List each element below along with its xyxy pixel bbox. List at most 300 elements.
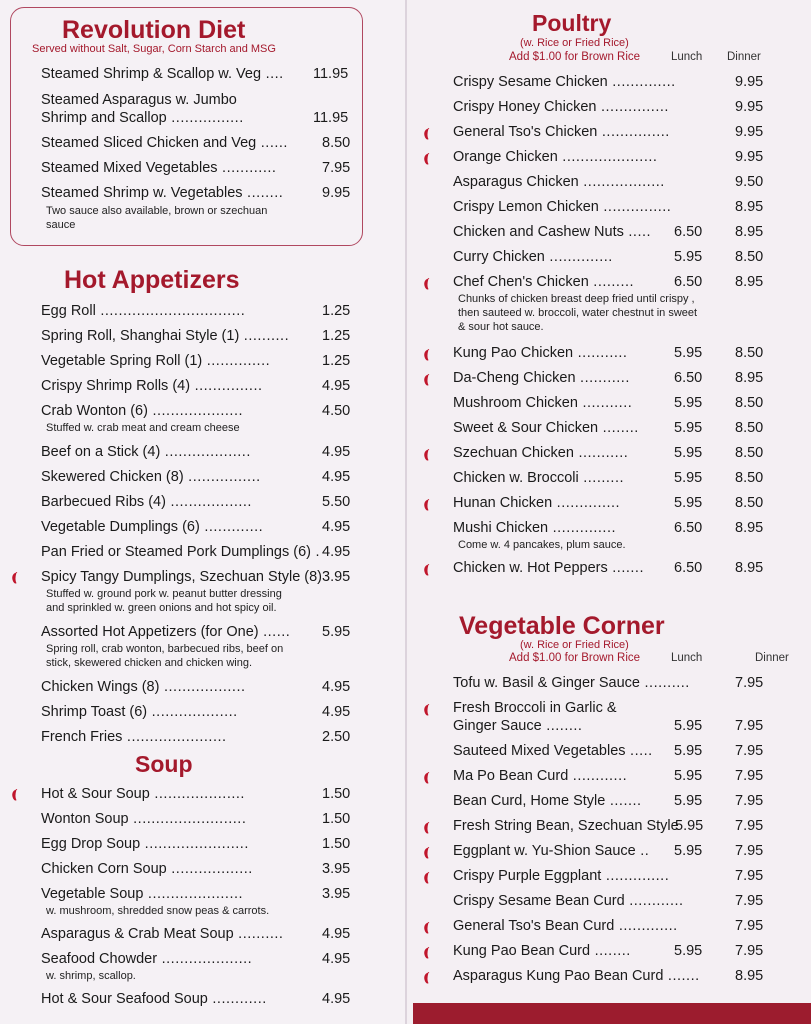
lunch-price: 5.95 xyxy=(674,445,703,461)
poultry-rice-note: (w. Rice or Fried Rice) xyxy=(520,37,629,49)
lunch-price: 5.95 xyxy=(674,793,703,809)
item-name: Kung Pao Chicken xyxy=(453,345,574,361)
pepper-icon xyxy=(423,847,430,859)
dinner-price: 7.95 xyxy=(735,718,764,734)
pepper-icon xyxy=(423,772,430,784)
item-name: Hot & Sour Soup xyxy=(41,786,150,802)
menu-item xyxy=(41,328,289,345)
pepper-icon xyxy=(423,704,430,716)
item-name: Crispy Sesame Chicken xyxy=(453,74,608,90)
soup-title: Soup xyxy=(135,751,193,777)
menu-item xyxy=(41,160,276,177)
menu-item xyxy=(453,274,634,291)
dinner-price: 8.95 xyxy=(735,199,764,215)
bottom-bar xyxy=(413,1003,811,1024)
item-name: Chicken w. Broccoli xyxy=(453,470,579,486)
leader-dots: ..... xyxy=(623,224,652,240)
item-price: 4.95 xyxy=(322,544,351,560)
leader-dots: ............. xyxy=(614,918,678,934)
menu-item xyxy=(453,943,631,960)
leader-dots: .................. xyxy=(165,494,252,510)
dinner-price: 7.95 xyxy=(735,818,764,834)
pepper-icon xyxy=(423,922,430,934)
leader-dots: ................................ xyxy=(95,303,246,319)
leader-dots: ........ xyxy=(242,185,284,201)
leader-dots: ........... xyxy=(573,445,629,461)
leader-dots: .............. xyxy=(552,495,621,511)
leader-dots: ............ xyxy=(217,160,277,176)
hot-appetizers-title: Hot Appetizers xyxy=(64,266,240,294)
menu-item xyxy=(41,135,288,152)
item-price: 2.50 xyxy=(322,729,351,745)
item-name: Ginger Sauce xyxy=(453,718,542,734)
item-price: 4.95 xyxy=(322,469,351,485)
menu-item xyxy=(453,675,690,692)
menu-item xyxy=(453,968,700,985)
item-name: Egg Roll xyxy=(41,303,96,319)
menu-item xyxy=(453,74,676,91)
leader-dots: ............ xyxy=(624,893,684,909)
item-price: 4.95 xyxy=(322,444,351,460)
menu-item xyxy=(453,470,624,487)
menu-item xyxy=(41,786,245,803)
item-description: then sauteed w. broccoli, water chestnut in sweet xyxy=(458,307,698,319)
leader-dots: ........ xyxy=(598,420,639,436)
dinner-price: 8.50 xyxy=(735,495,764,511)
item-description: Chunks of chicken breast deep fried until crispy , xyxy=(458,293,695,305)
menu-item xyxy=(453,249,613,266)
pepper-icon xyxy=(423,449,430,461)
menu-item xyxy=(41,926,283,943)
pepper-icon xyxy=(423,972,430,984)
leader-dots: .. xyxy=(635,843,650,859)
dinner-price: 8.50 xyxy=(735,420,764,436)
dinner-price: 8.50 xyxy=(735,470,764,486)
menu-item xyxy=(453,445,628,462)
item-price: 11.95 xyxy=(313,66,349,82)
item-name: Mushroom Chicken xyxy=(453,395,578,411)
leader-dots: ......... xyxy=(588,274,635,290)
pepper-icon xyxy=(423,349,430,361)
item-name: Chicken and Cashew Nuts xyxy=(453,224,624,240)
leader-dots: ................... xyxy=(147,704,238,720)
leader-dots: ..................... xyxy=(557,149,658,165)
dinner-price: 7.95 xyxy=(735,893,764,909)
item-description: Stuffed w. crab meat and cream cheese xyxy=(46,422,240,434)
menu-item xyxy=(41,729,227,746)
menu-item xyxy=(41,66,284,83)
item-name: Crispy Honey Chicken xyxy=(453,99,597,115)
dinner-price: 7.95 xyxy=(735,675,764,691)
item-description: & sour hot sauce. xyxy=(458,321,544,333)
dinner-price: 8.95 xyxy=(735,274,764,290)
leader-dots: .......... xyxy=(640,675,690,691)
item-name: Vegetable Dumplings (6) xyxy=(41,519,200,535)
menu-item xyxy=(453,793,642,810)
menu-item xyxy=(453,700,617,717)
lunch-price: 5.95 xyxy=(674,345,703,361)
item-price: 4.95 xyxy=(322,679,351,695)
leader-dots: ....... xyxy=(607,560,644,576)
menu-item xyxy=(453,124,670,141)
dinner-price: 7.95 xyxy=(735,943,764,959)
menu-item xyxy=(453,520,616,537)
leader-dots: .............. xyxy=(601,868,670,884)
leader-dots: ...................... xyxy=(122,729,227,745)
lunch-price: 5.95 xyxy=(675,818,704,834)
leader-dots: .................. xyxy=(578,174,665,190)
item-price: 1.25 xyxy=(322,353,351,369)
menu-item xyxy=(41,378,263,395)
leader-dots: ....... xyxy=(663,968,700,984)
item-price: 1.50 xyxy=(322,836,351,852)
item-name: Mushi Chicken xyxy=(453,520,549,536)
menu-item xyxy=(41,704,238,721)
menu-item xyxy=(453,843,649,860)
leader-dots: ...... xyxy=(258,624,291,640)
item-name: Chef Chen's Chicken xyxy=(453,274,589,290)
item-price: 4.50 xyxy=(322,403,351,419)
item-name: Eggplant w. Yu-Shion Sauce xyxy=(453,843,636,859)
leader-dots: ........... xyxy=(575,370,630,386)
item-price: 1.50 xyxy=(322,811,351,827)
lunch-price: 5.95 xyxy=(674,420,703,436)
item-name: Spicy Tangy Dumplings, Szechuan Style (8) xyxy=(41,569,323,585)
menu-item xyxy=(41,861,253,878)
menu-item xyxy=(41,991,267,1008)
menu-item xyxy=(453,893,684,910)
item-name: Da-Cheng Chicken xyxy=(453,370,576,386)
item-name: Curry Chicken xyxy=(453,249,545,265)
menu-item xyxy=(41,494,252,511)
leader-dots: .......... xyxy=(239,328,290,344)
item-name: Steamed Shrimp & Scallop w. Veg xyxy=(41,66,262,82)
item-name: Steamed Asparagus w. Jumbo xyxy=(41,92,237,108)
menu-item xyxy=(453,743,653,760)
leader-dots: .................... xyxy=(147,403,244,419)
item-price: 4.95 xyxy=(322,951,351,967)
leader-dots: ......................... xyxy=(128,811,247,827)
item-name: Sweet & Sour Chicken xyxy=(453,420,599,436)
item-name: Sauteed Mixed Vegetables xyxy=(453,743,626,759)
item-name: Asparagus & Crab Meat Soup xyxy=(41,926,234,942)
lunch-price: 6.50 xyxy=(674,520,703,536)
item-price: 1.25 xyxy=(322,303,351,319)
dinner-price: 7.95 xyxy=(735,843,764,859)
leader-dots: .......... xyxy=(233,926,284,942)
item-price: 4.95 xyxy=(322,991,351,1007)
menu-item xyxy=(453,99,669,116)
item-name: Asparagus Chicken xyxy=(453,174,579,190)
dinner-price: 8.95 xyxy=(735,370,764,386)
leader-dots: . xyxy=(310,544,321,560)
leader-dots: ............. xyxy=(199,519,264,535)
item-price: 5.95 xyxy=(322,624,351,640)
item-name: Crab Wonton (6) xyxy=(41,403,148,419)
menu-item xyxy=(453,420,639,437)
pepper-icon xyxy=(423,564,430,576)
item-name: Barbecued Ribs (4) xyxy=(41,494,166,510)
item-name: Ma Po Bean Curd xyxy=(453,768,569,784)
item-name: Seafood Chowder xyxy=(41,951,158,967)
lunch-price: 6.50 xyxy=(674,274,703,290)
item-name: Bean Curd, Home Style xyxy=(453,793,606,809)
item-name: Crispy Purple Eggplant xyxy=(453,868,602,884)
item-description: Stuffed w. ground pork w. peanut butter dressing xyxy=(46,588,282,600)
leader-dots: .... xyxy=(261,66,284,82)
menu-item xyxy=(41,353,270,370)
leader-dots: .............. xyxy=(548,520,617,536)
dinner-price: 7.95 xyxy=(735,793,764,809)
menu-item xyxy=(453,395,632,412)
pepper-icon xyxy=(423,947,430,959)
pepper-icon xyxy=(423,374,430,386)
pepper-icon xyxy=(423,278,430,290)
leader-dots: ........... xyxy=(573,345,628,361)
item-name: Steamed Sliced Chicken and Veg xyxy=(41,135,257,151)
leader-dots: .............. xyxy=(544,249,613,265)
item-description: w. mushroom, shredded snow peas & carrots. xyxy=(46,905,270,917)
dinner-price: 9.95 xyxy=(735,149,764,165)
item-description: Spring roll, crab wonton, barbecued ribs, beef on xyxy=(46,643,284,655)
lunch-price: 5.95 xyxy=(674,249,703,265)
dinner-price: 9.95 xyxy=(735,124,764,140)
item-name: Chicken w. Hot Peppers xyxy=(453,560,608,576)
menu-item xyxy=(453,768,627,785)
poultry-title: Poultry xyxy=(532,10,612,36)
dinner-price: 9.50 xyxy=(735,174,764,190)
leader-dots: ....................... xyxy=(140,836,249,852)
menu-item xyxy=(41,444,251,461)
item-name: Spring Roll, Shanghai Style (1) xyxy=(41,328,240,344)
item-name: Vegetable Spring Roll (1) xyxy=(41,353,203,369)
item-name: Fresh String Bean, Szechuan Style xyxy=(453,818,679,834)
dinner-price: 8.50 xyxy=(735,445,764,461)
item-name: Hunan Chicken xyxy=(453,495,553,511)
menu-item xyxy=(41,624,290,641)
leader-dots: ............... xyxy=(598,199,672,215)
leader-dots: ................... xyxy=(160,444,251,460)
item-description: sauce xyxy=(46,219,76,231)
item-description: Come w. 4 pancakes, plum sauce. xyxy=(458,539,626,551)
item-price: 4.95 xyxy=(322,519,351,535)
item-name: Asparagus Kung Pao Bean Curd xyxy=(453,968,664,984)
leader-dots: ......... xyxy=(578,470,625,486)
leader-dots: .................. xyxy=(159,679,246,695)
menu-item xyxy=(41,544,320,561)
menu-item xyxy=(41,303,245,320)
leader-dots: ........ xyxy=(541,718,583,734)
vegetable-brown-rice-note: Add $1.00 for Brown Rice xyxy=(509,652,641,664)
vegetable-dinner-header: Dinner xyxy=(755,652,789,664)
lunch-price: 5.95 xyxy=(674,395,703,411)
item-name: General Tso's Chicken xyxy=(453,124,598,140)
poultry-lunch-header: Lunch xyxy=(671,51,703,63)
leader-dots: ........... xyxy=(577,395,633,411)
menu-item xyxy=(41,951,252,968)
leader-dots: ...... xyxy=(256,135,288,151)
item-name: Crispy Lemon Chicken xyxy=(453,199,599,215)
dinner-price: 9.95 xyxy=(735,99,764,115)
menu-item xyxy=(453,818,679,835)
item-name: Pan Fried or Steamed Pork Dumplings (6) xyxy=(41,544,311,560)
item-name: Crispy Shrimp Rolls (4) xyxy=(41,378,191,394)
item-name: Fresh Broccoli in Garlic & xyxy=(453,700,617,716)
dinner-price: 8.50 xyxy=(735,345,764,361)
menu-item xyxy=(453,345,627,362)
item-name: Shrimp Toast (6) xyxy=(41,704,148,720)
leader-dots: .............. xyxy=(202,353,271,369)
leader-dots: ............... xyxy=(596,99,669,115)
leader-dots: .............. xyxy=(607,74,676,90)
item-price: 8.50 xyxy=(322,135,351,151)
item-name: Steamed Shrimp w. Vegetables xyxy=(41,185,243,201)
menu-item xyxy=(41,185,283,202)
menu-item xyxy=(453,918,678,935)
pepper-icon xyxy=(11,572,18,584)
leader-dots: ............... xyxy=(597,124,670,140)
leader-dots: ................ xyxy=(166,110,244,126)
item-price: 3.95 xyxy=(322,569,351,585)
menu-item xyxy=(41,886,243,903)
item-price: 9.95 xyxy=(322,185,351,201)
leader-dots: .................. xyxy=(166,861,253,877)
dinner-price: 8.95 xyxy=(735,560,764,576)
item-name: Orange Chicken xyxy=(453,149,558,165)
menu-item xyxy=(453,868,669,885)
menu-item xyxy=(453,199,671,216)
item-name: Steamed Mixed Vegetables xyxy=(41,160,218,176)
leader-dots: .................... xyxy=(149,786,245,802)
vegetable-lunch-header: Lunch xyxy=(671,652,703,664)
pepper-icon xyxy=(11,789,18,801)
pepper-icon xyxy=(423,499,430,511)
item-name: Tofu w. Basil & Ginger Sauce xyxy=(453,675,640,691)
pepper-icon xyxy=(423,872,430,884)
menu-item xyxy=(453,149,657,166)
poultry-brown-rice-note: Add $1.00 for Brown Rice xyxy=(509,51,641,63)
vegetable-rice-note: (w. Rice or Fried Rice) xyxy=(520,639,629,651)
leader-dots: ................ xyxy=(183,469,261,485)
menu-item xyxy=(41,519,263,536)
item-price: 4.95 xyxy=(322,926,351,942)
lunch-price: 5.95 xyxy=(674,743,703,759)
menu-item xyxy=(453,495,620,512)
item-price: 11.95 xyxy=(313,110,349,126)
menu-item xyxy=(41,836,249,853)
item-name: Skewered Chicken (8) xyxy=(41,469,184,485)
item-price: 5.50 xyxy=(322,494,351,510)
item-price: 1.25 xyxy=(322,328,351,344)
dinner-price: 7.95 xyxy=(735,743,764,759)
vegetable-corner-title: Vegetable Corner xyxy=(459,612,665,640)
item-description: Two sauce also available, brown or szechuan xyxy=(46,205,268,217)
revolution-diet-title: Revolution Diet xyxy=(62,16,246,44)
item-description: and sprinkled w. green onions and hot spicy oil. xyxy=(46,602,277,614)
item-name: Egg Drop Soup xyxy=(41,836,141,852)
item-name: Crispy Sesame Bean Curd xyxy=(453,893,625,909)
leader-dots: ..... xyxy=(625,743,653,759)
menu-item xyxy=(41,403,243,420)
poultry-dinner-header: Dinner xyxy=(727,51,761,63)
item-price: 4.95 xyxy=(322,378,351,394)
leader-dots: ....... xyxy=(605,793,642,809)
leader-dots: ............ xyxy=(568,768,628,784)
page-fold xyxy=(405,0,407,1024)
item-name: Assorted Hot Appetizers (for One) xyxy=(41,624,259,640)
menu-item xyxy=(453,174,665,191)
item-name: Vegetable Soup xyxy=(41,886,144,902)
item-name: Kung Pao Bean Curd xyxy=(453,943,591,959)
menu-item xyxy=(41,569,322,586)
menu-item xyxy=(453,224,651,241)
menu-item xyxy=(453,718,582,735)
lunch-price: 6.50 xyxy=(674,560,703,576)
dinner-price: 7.95 xyxy=(735,868,764,884)
item-name: General Tso's Bean Curd xyxy=(453,918,615,934)
menu-item xyxy=(453,370,630,387)
lunch-price: 5.95 xyxy=(674,943,703,959)
pepper-icon xyxy=(423,128,430,140)
pepper-icon xyxy=(423,822,430,834)
menu-item xyxy=(41,469,261,486)
leader-dots: ............ xyxy=(207,991,267,1007)
lunch-price: 5.95 xyxy=(674,768,703,784)
pepper-icon xyxy=(423,153,430,165)
item-name: Chicken Corn Soup xyxy=(41,861,167,877)
menu-item xyxy=(41,92,237,109)
leader-dots: ........ xyxy=(590,943,631,959)
dinner-price: 7.95 xyxy=(735,768,764,784)
item-description: stick, skewered chicken and chicken wing. xyxy=(46,657,253,669)
leader-dots: .................... xyxy=(157,951,253,967)
dinner-price: 7.95 xyxy=(735,918,764,934)
item-name: Chicken Wings (8) xyxy=(41,679,160,695)
menu-item xyxy=(41,811,246,828)
item-price: 1.50 xyxy=(322,786,351,802)
item-price: 3.95 xyxy=(322,861,351,877)
item-price: 3.95 xyxy=(322,886,351,902)
dinner-price: 8.50 xyxy=(735,249,764,265)
item-price: 7.95 xyxy=(322,160,351,176)
dinner-price: 8.95 xyxy=(735,520,764,536)
dinner-price: 8.95 xyxy=(735,224,764,240)
dinner-price: 8.95 xyxy=(735,968,764,984)
leader-dots: ..................... xyxy=(143,886,244,902)
dinner-price: 8.50 xyxy=(735,395,764,411)
item-name: Szechuan Chicken xyxy=(453,445,574,461)
item-name: Hot & Sour Seafood Soup xyxy=(41,991,208,1007)
revolution-diet-subtitle: Served without Salt, Sugar, Corn Starch and MSG xyxy=(32,43,276,55)
menu-item xyxy=(41,679,246,696)
lunch-price: 6.50 xyxy=(674,224,703,240)
menu-item xyxy=(41,110,244,127)
item-name: Beef on a Stick (4) xyxy=(41,444,161,460)
item-price: 4.95 xyxy=(322,704,351,720)
item-description: w. shrimp, scallop. xyxy=(46,970,136,982)
lunch-price: 5.95 xyxy=(674,495,703,511)
item-name: French Fries xyxy=(41,729,123,745)
leader-dots: ............... xyxy=(190,378,263,394)
lunch-price: 6.50 xyxy=(674,370,703,386)
lunch-price: 5.95 xyxy=(674,843,703,859)
item-name: Shrimp and Scallop xyxy=(41,110,167,126)
item-name: Wonton Soup xyxy=(41,811,129,827)
dinner-price: 9.95 xyxy=(735,74,764,90)
lunch-price: 5.95 xyxy=(674,718,703,734)
menu-item xyxy=(453,560,644,577)
lunch-price: 5.95 xyxy=(674,470,703,486)
